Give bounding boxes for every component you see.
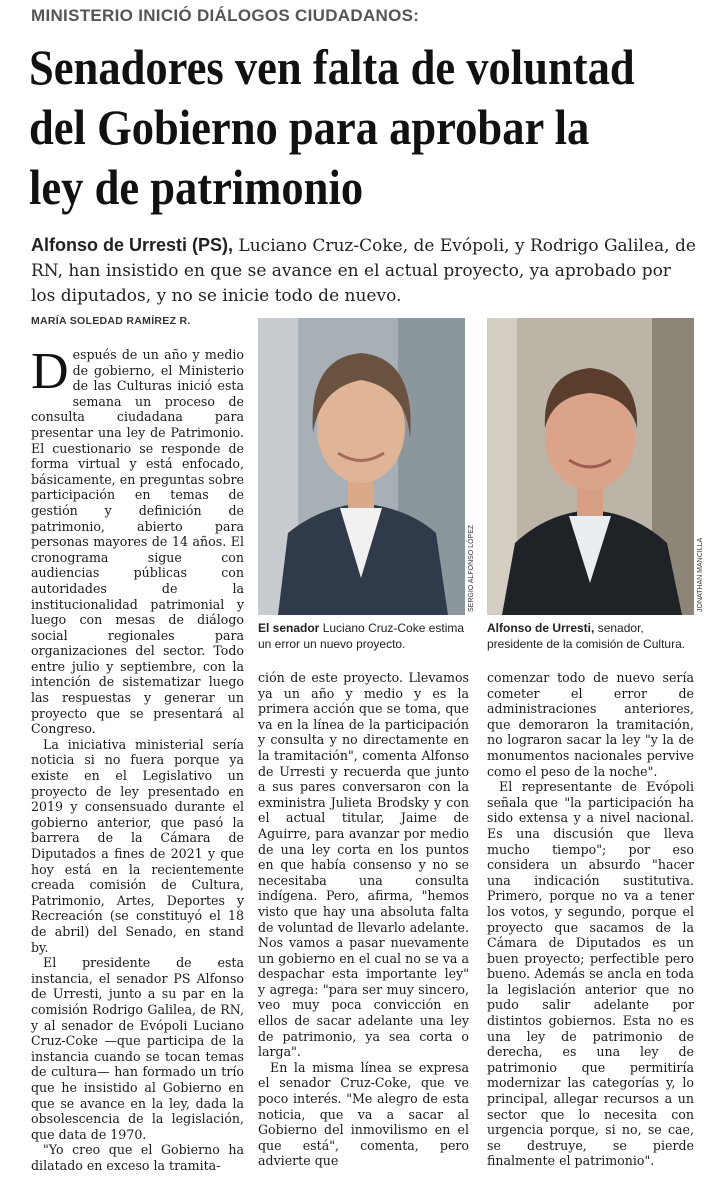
caption-bold: Alfonso de Urresti, bbox=[487, 621, 595, 635]
photo-credit: SERGIO ALFONSO LÓPEZ bbox=[468, 524, 475, 612]
photo-caption bbox=[487, 620, 697, 652]
lead-bold: Alfonso de Urresti (PS), bbox=[31, 235, 234, 255]
headline: Senadores ven falta de voluntad del Gobierno para aprobar la ley de patrimonio bbox=[29, 40, 635, 215]
photo-de-urresti bbox=[487, 318, 694, 615]
photo-credit: JONATHAN MANCILLA bbox=[697, 537, 704, 612]
byline: MARÍA SOLEDAD RAMÍREZ R. bbox=[31, 315, 191, 327]
photo-cruz-coke bbox=[258, 318, 465, 615]
caption-text: Luciano Cruz-Coke estima un error un nuevo proyecto. bbox=[258, 621, 465, 651]
body-paragraph: ción de este proyecto. Llevamos ya un año y medio y es la primera acción que se toma, que va en la línea de la participación y consulta y no directamente en la tramitación", comenta Alfonso de Urresti y recuerda que junto a sus pares conversaron con la exministra Julieta Brodsky y con el actual titular, Jaime de Aguirre, para avanzar por medio de una ley corta en los puntos en que había consenso y no se necesitaba una consulta indígena. Pero, afirma, "hemos visto que hay una absoluta falta de voluntad de llevarlo adelante. Nos vamos a pasar nuevamente un gobierno en el cual no se va a despachar esta importante ley" y agrega: "para ser muy sincero, veo muy poca convicción en ellos de sacar adelante una ley de patrimonio, ya sea corta o larga". bbox=[258, 670, 469, 1060]
drop-cap: D bbox=[31, 343, 69, 400]
paragraph-text: espués de un año y medio de gobierno, el Ministerio de las Culturas inició esta semana un proceso de consulta ciudadana para presentar una ley de Patrimonio. El cuestionario se responde de forma virtual y está enfocado, básicamente, en preguntas sobre participación en temas de gestión y definición de patrimonio, abierto para personas mayores de 14 años. El cronograma sigue con audiencias públicas con autoridades de la institucionalidad patrimonial y luego con mesas de diálogo social regionales para organizaciones del sector. Todo entre julio y septiembre, con la intención de sistematizar luego las respuestas y generar un proyecto que se presentará al Congreso. bbox=[31, 347, 244, 737]
body-paragraph: "Yo creo que el Gobierno ha dilatado en exceso la tramita- bbox=[31, 1142, 244, 1173]
body-column-1 bbox=[31, 343, 244, 1173]
body-paragraph: El representante de Evópoli señala que "la participación ha sido extensa y a nivel nacional. Es una discusión que lleva mucho tiempo"; por eso considera un absurdo "hacer una indicación sustitutiva. Primero, porque no va a tener los votos, y segundo, porque el proyecto que sacamos de la Cámara de Diputados es un buen proyecto; perfectible pero bueno. Además se ancla en toda la legislación anterior que no pudo salir adelante por distintos gobiernos. Esta no es una ley de patrimonio de derecha, es una ley de patrimonio que permitiría modernizar las categorías y, lo principal, allegar recursos a un sector que lo necesita con urgencia porque, si no, se cae, se destruye, se pierde finalmente el patrimonio". bbox=[487, 779, 694, 1169]
body-column-3 bbox=[487, 670, 694, 1169]
caption-bold: El senador bbox=[258, 621, 320, 635]
lead-text: Luciano Cruz-Coke, de Evópoli, y Rodrigo Galilea, de RN, han insistido en que se avance en el actual proyecto, ya aprobado por los diputados, y no se inicie todo de nuevo. bbox=[31, 236, 696, 306]
kicker: MINISTERIO INICIÓ DIÁLOGOS CIUDADANOS: bbox=[31, 6, 420, 25]
body-paragraph bbox=[31, 343, 244, 737]
body-column-2 bbox=[258, 670, 469, 1169]
portrait-illustration bbox=[258, 318, 465, 615]
body-paragraph: La iniciativa ministerial sería noticia si no fuera porque ya existe en el Legislativo un proyecto de ley presentado en 2019 y consensuado durante el gobierno anterior, que pasó la barrera de la Cámara de Diputados a fines de 2021 y que hoy está en la recientemente creada comisión de Cultura, Patrimonio, Artes, Deportes y Recreación (se constituyó el 18 de abril) del Senado, en stand by. bbox=[31, 736, 244, 955]
portrait-illustration bbox=[487, 318, 694, 615]
caption-text: senador, presidente de la comisión de Cultura. bbox=[487, 621, 686, 651]
body-paragraph: El presidente de esta instancia, el senador PS Alfonso de Urresti, junto a su par en la comisión Rodrigo Galilea, de RN, y al senador de Evópoli Luciano Cruz-Coke —que participa de la instancia cuando se tocan temas de cultura— han formado un trío que he insistido al Gobierno en que se avance en la ley, dada la obsolescencia de la legislación, que data de 1970. bbox=[31, 955, 244, 1142]
photo-caption bbox=[258, 620, 468, 652]
body-paragraph: comenzar todo de nuevo sería cometer el error de administraciones anteriores, que demoraron la tramitación, no lograron sacar la ley "y la de monumentos nacionales pervive como el peso de la noche". bbox=[487, 670, 694, 779]
body-paragraph: En la misma línea se expresa el senador Cruz-Coke, que ve poco interés. "Me alegro de esta noticia, que va a sacar al Gobierno del inmovilismo en el que está", comenta, pero advierte que bbox=[258, 1059, 469, 1169]
lead-paragraph bbox=[31, 233, 696, 309]
